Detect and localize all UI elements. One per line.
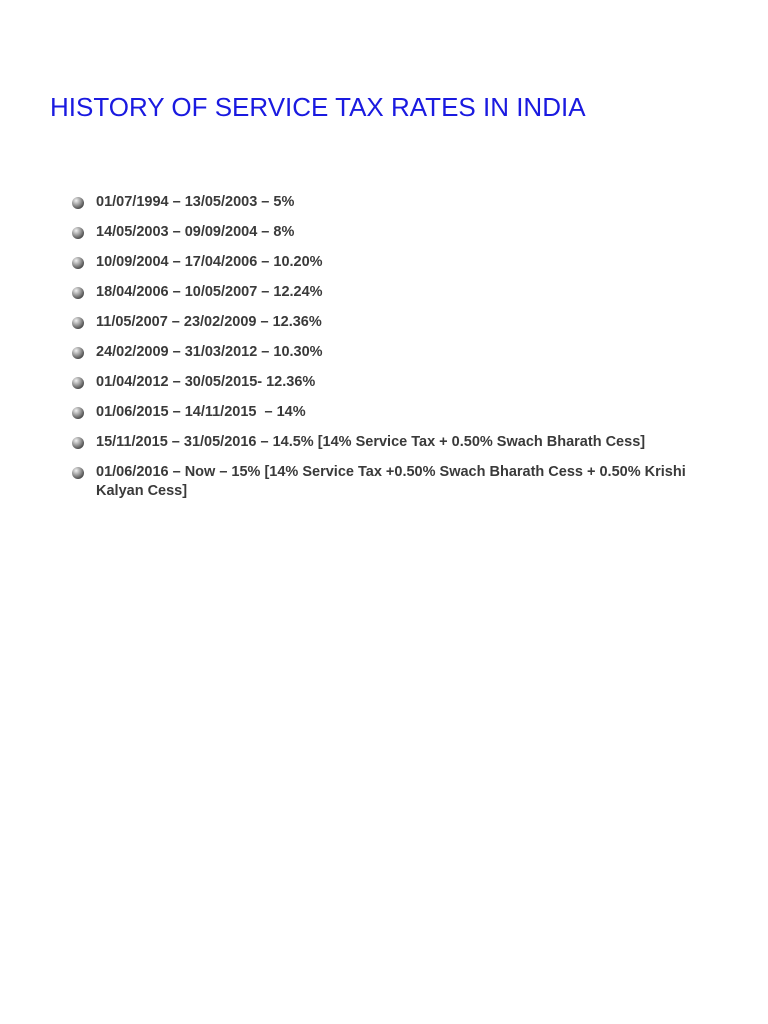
rate-period-text: 11/05/2007 – 23/02/2009 – 12.36% (96, 314, 322, 330)
sphere-bullet-icon (72, 467, 84, 479)
rate-history-list (72, 193, 712, 512)
sphere-bullet-icon (72, 227, 84, 239)
list-item (72, 433, 712, 452)
sphere-bullet-icon (72, 317, 84, 329)
page-title: HISTORY OF SERVICE TAX RATES IN INDIA (50, 92, 586, 122)
sphere-bullet-icon (72, 407, 84, 419)
sphere-bullet-icon (72, 437, 84, 449)
rate-period-text: 18/04/2006 – 10/05/2007 – 12.24% (96, 284, 323, 300)
rate-period-text: 01/06/2015 – 14/11/2015 – 14% (96, 404, 306, 420)
rate-period-text: 10/09/2004 – 17/04/2006 – 10.20% (96, 254, 323, 270)
sphere-bullet-icon (72, 377, 84, 389)
list-item (72, 403, 712, 422)
list-item (72, 313, 712, 332)
list-item (72, 373, 712, 392)
rate-period-text: 01/06/2016 – Now – 15% [14% Service Tax +0.50% Swach Bharath Cess + 0.50% Krishi Kalyan Cess] (96, 464, 686, 499)
rate-period-text: 14/05/2003 – 09/09/2004 – 8% (96, 224, 295, 240)
rate-period-text: 24/02/2009 – 31/03/2012 – 10.30% (96, 344, 323, 360)
list-item (72, 253, 712, 272)
list-item (72, 283, 712, 302)
list-item (72, 343, 712, 362)
rate-period-text: 15/11/2015 – 31/05/2016 – 14.5% [14% Service Tax + 0.50% Swach Bharath Cess] (96, 434, 646, 450)
rate-period-text: 01/07/1994 – 13/05/2003 – 5% (96, 194, 295, 210)
sphere-bullet-icon (72, 287, 84, 299)
list-item (72, 193, 712, 212)
rate-period-text: 01/04/2012 – 30/05/2015- 12.36% (96, 374, 316, 390)
sphere-bullet-icon (72, 197, 84, 209)
sphere-bullet-icon (72, 257, 84, 269)
list-item (72, 223, 712, 242)
sphere-bullet-icon (72, 347, 84, 359)
list-item (72, 463, 712, 501)
